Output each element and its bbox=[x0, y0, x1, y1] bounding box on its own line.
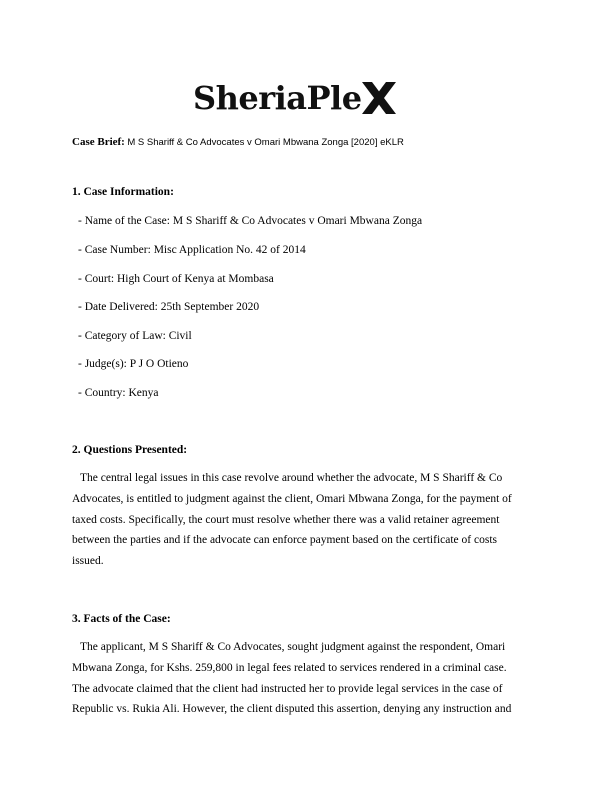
logo-text: SheriaPle bbox=[193, 79, 362, 117]
x-mark-icon bbox=[360, 80, 398, 116]
paragraph-line: The advocate claimed that the client had instructed her to provide legal services in the case of bbox=[72, 682, 503, 695]
case-brief-title: M S Shariff & Co Advocates v Omari Mbwana Zonga [2020] eKLR bbox=[127, 137, 404, 148]
sheriaplex-logo bbox=[193, 78, 398, 118]
case-info-name: - Name of the Case: M S Shariff & Co Advocates v Omari Mbwana Zonga bbox=[78, 215, 423, 227]
facts-paragraph bbox=[72, 637, 542, 720]
paragraph-line: Republic vs. Rukia Ali. However, the client disputed this assertion, denying any instruction and bbox=[72, 703, 512, 716]
section-heading-facts: 3. Facts of the Case: bbox=[72, 613, 171, 625]
paragraph-line: Mbwana Zonga, for Kshs. 259,800 in legal fees related to services rendered in a criminal case. bbox=[72, 661, 507, 674]
paragraph-line: issued. bbox=[72, 555, 104, 568]
questions-presented-paragraph bbox=[72, 468, 542, 572]
case-info-number: - Case Number: Misc Application No. 42 of 2014 bbox=[78, 244, 306, 256]
case-info-date: - Date Delivered: 25th September 2020 bbox=[78, 301, 260, 313]
case-brief-label: Case Brief: bbox=[72, 136, 125, 148]
case-info-category: - Category of Law: Civil bbox=[78, 330, 192, 342]
case-info-court: - Court: High Court of Kenya at Mombasa bbox=[78, 273, 274, 285]
section-heading-case-information: 1. Case Information: bbox=[72, 186, 174, 198]
case-info-country: - Country: Kenya bbox=[78, 387, 159, 399]
case-brief-line bbox=[72, 135, 404, 150]
paragraph-line: The applicant, M S Shariff & Co Advocates, sought judgment against the respondent, Omari bbox=[80, 641, 506, 653]
section-heading-questions-presented: 2. Questions Presented: bbox=[72, 444, 188, 456]
paragraph-line: taxed costs. Specifically, the court must resolve whether there was a valid retainer agreement bbox=[72, 513, 500, 526]
case-info-judges: - Judge(s): P J O Otieno bbox=[78, 358, 189, 370]
paragraph-line: between the parties and if the advocate can enforce payment based on the certificate of costs bbox=[72, 534, 497, 547]
paragraph-line: Advocates, is entitled to judgment against the client, Omari Mbwana Zonga, for the payment of bbox=[72, 492, 512, 505]
paragraph-line: The central legal issues in this case revolve around whether the advocate, M S Shariff & Co bbox=[80, 472, 503, 484]
